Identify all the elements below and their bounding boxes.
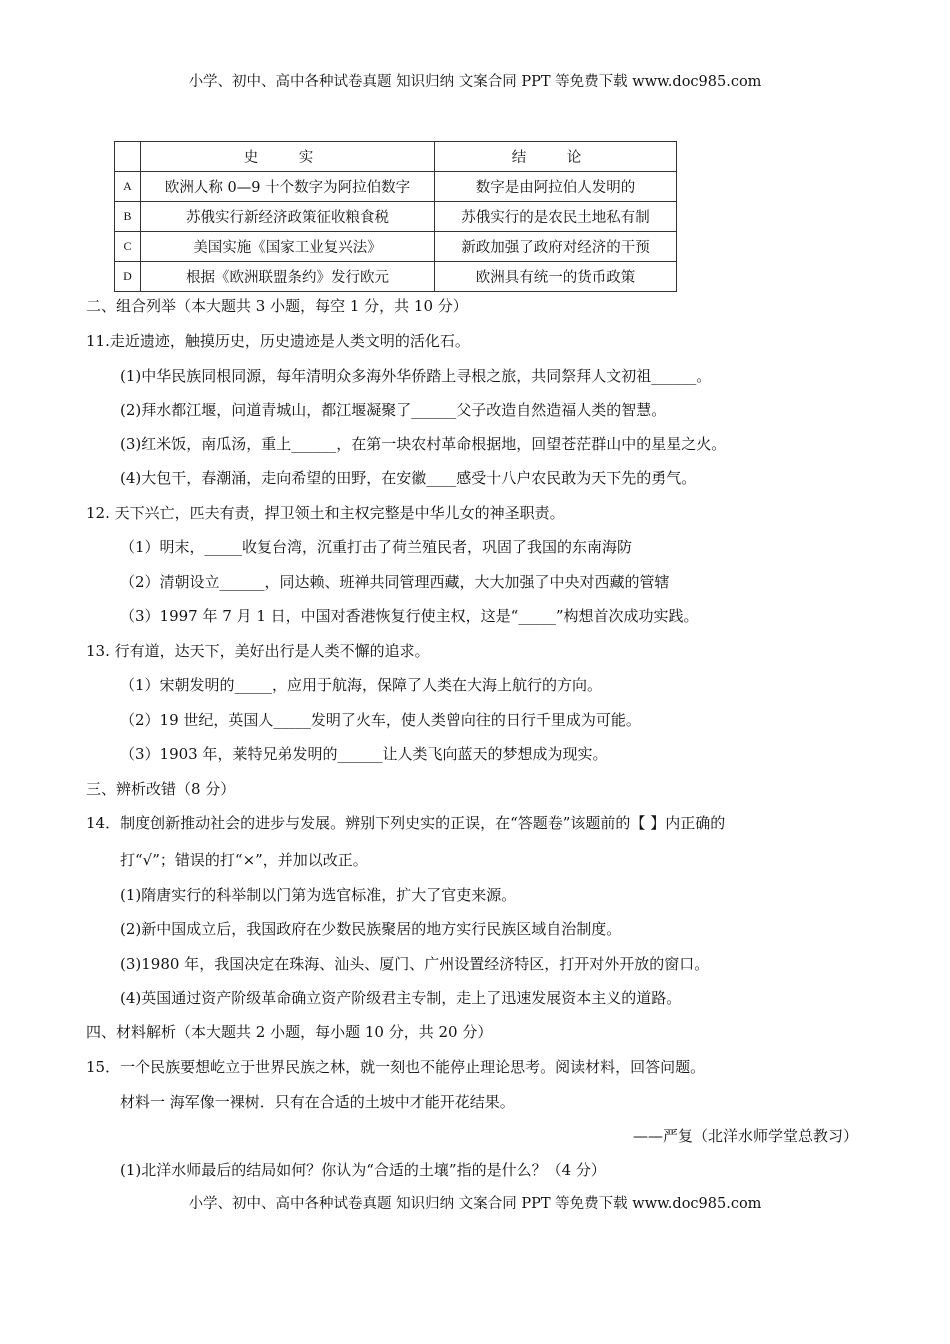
question-item: （3）1997 年 7 月 1 日，中国对香港恢复行使主权，这是“_____”构想首次成功实践。 [120, 607, 699, 625]
conclusion-cell: 新政加强了政府对经济的干预 [435, 232, 677, 262]
fact-cell: 欧洲人称 0—9 十个数字为阿拉伯数字 [141, 172, 435, 202]
question-stem-continued: 打“√”；错误的打“×”，并加以改正。 [120, 851, 368, 869]
question-stem: 12. 天下兴亡，匹夫有责，捍卫领土和主权完整是中华儿女的神圣职责。 [86, 504, 565, 522]
table-header-cell [115, 142, 141, 172]
question-item: （1）宋朝发明的_____，应用于航海，保障了人类在大海上航行的方向。 [120, 676, 603, 694]
question-item: (4)英国通过资产阶级革命确立资产阶级君主专制，走上了迅速发展资本主义的道路。 [120, 989, 682, 1007]
question-item: （1）明末，_____收复台湾，沉重打击了荷兰殖民者，巩固了我国的东南海防 [120, 538, 633, 556]
table-row [115, 262, 677, 292]
table-header-cell: 结 论 [435, 142, 677, 172]
row-label: D [115, 262, 141, 292]
question-item: (1)隋唐实行的科举制以门第为选官标准，扩大了官吏来源。 [120, 886, 517, 904]
fact-cell: 根据《欧洲联盟条约》发行欧元 [141, 262, 435, 292]
row-label: C [115, 232, 141, 262]
question-item: (3)1980 年，我国决定在珠海、汕头、厦门、广州设置经济特区，打开对外开放的窗口。 [120, 955, 710, 973]
conclusion-cell: 数字是由阿拉伯人发明的 [435, 172, 677, 202]
conclusion-cell: 欧洲具有统一的货币政策 [435, 262, 677, 292]
table-row [115, 202, 677, 232]
question-item: (2)新中国成立后，我国政府在少数民族聚居的地方实行民族区域自治制度。 [120, 920, 622, 938]
question-item: (1)中华民族同根同源，每年清明众多海外华侨踏上寻根之旅，共同祭拜人文初祖______。 [120, 367, 712, 385]
material-source: ——严复（北洋水师学堂总教习） [632, 1127, 858, 1145]
question-stem: 11.走近遗迹，触摸历史，历史遗迹是人类文明的活化石。 [86, 332, 470, 350]
table-header-row [115, 142, 677, 172]
fact-cell: 苏俄实行新经济政策征收粮食税 [141, 202, 435, 232]
question-item: (4)大包干，春潮涌，走向希望的田野，在安徽____感受十八户农民敢为天下先的勇气。 [120, 469, 697, 487]
question-stem: 14．制度创新推动社会的进步与发展。辨别下列史实的正误，在“答题卷”该题前的【 】内正确的 [86, 814, 726, 832]
table-header-cell: 史 实 [141, 142, 435, 172]
material-text: 材料一 海军像一裸树．只有在合适的土坡中才能开花结果。 [120, 1093, 515, 1111]
section-heading: 三、辨析改错（8 分） [86, 780, 236, 798]
question-stem: 13. 行有道，达天下，美好出行是人类不懈的追求。 [86, 642, 430, 660]
question-item: （2）清朝设立______，同达赖、班禅共同管理西藏，大大加强了中央对西藏的管辖 [120, 573, 670, 591]
fact-cell: 美国实施《国家工业复兴法》 [141, 232, 435, 262]
facts-table [114, 141, 677, 292]
row-label: B [115, 202, 141, 232]
page-footer: 小学、初中、高中各种试卷真题 知识归纳 文案合同 PPT 等免费下载 www.doc985.com [188, 1196, 762, 1212]
row-label: A [115, 172, 141, 202]
section-heading: 二、组合列举（本大题共 3 小题，每空 1 分，共 10 分） [86, 297, 468, 315]
question-item: （2）19 世纪，英国人_____发明了火车，使人类曾向往的日行千里成为可能。 [120, 711, 641, 729]
table-row [115, 232, 677, 262]
question-item: (3)红米饭，南瓜汤，重上______，在第一块农村革命根据地，回望苍茫群山中的星星之火。 [120, 435, 727, 453]
section-heading: 四、材料解析（本大题共 2 小题，每小题 10 分，共 20 分） [86, 1023, 493, 1041]
page-header: 小学、初中、高中各种试卷真题 知识归纳 文案合同 PPT 等免费下载 www.doc985.com [188, 74, 762, 90]
question-item: (1)北洋水师最后的结局如何？你认为“合适的土壤”指的是什么？（4 分） [120, 1161, 606, 1179]
question-stem: 15．一个民族要想屹立于世界民族之林，就一刻也不能停止理论思考。阅读材料，回答问题。 [86, 1058, 706, 1076]
question-item: (2)拜水都江堰，问道青城山，都江堰凝聚了______父子改造自然造福人类的智慧。 [120, 401, 667, 419]
table-row [115, 172, 677, 202]
conclusion-cell: 苏俄实行的是农民土地私有制 [435, 202, 677, 232]
question-item: （3）1903 年，莱特兄弟发明的______让人类飞向蓝天的梦想成为现实。 [120, 745, 608, 763]
